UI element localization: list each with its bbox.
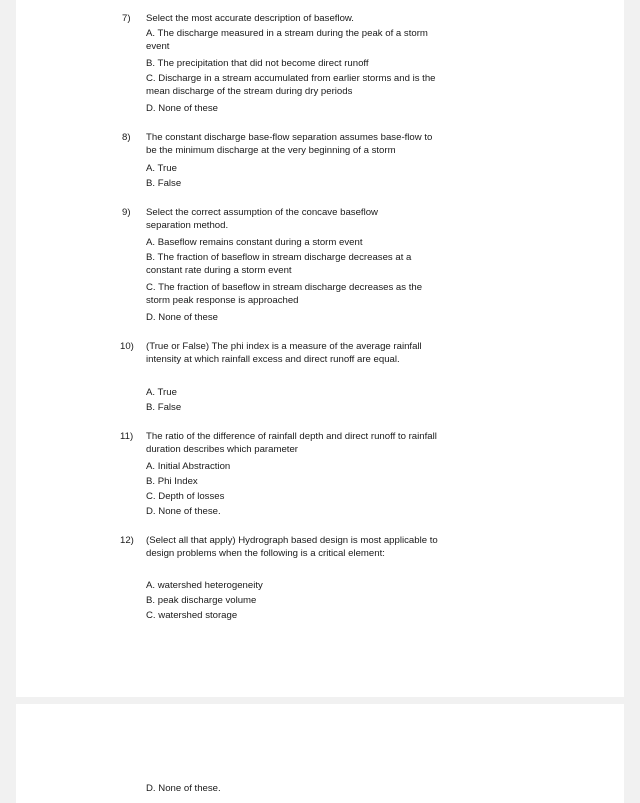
question-12-option-a[interactable]: A. watershed heterogeneity [146,580,263,591]
question-11-option-a[interactable]: A. Initial Abstraction [146,461,231,472]
question-number: 7) [122,13,131,24]
question-12-option-d[interactable]: D. None of these. [146,783,221,794]
document-page-1 [16,0,624,697]
question-number: 12) [120,535,134,546]
question-number: 9) [122,207,131,218]
question-10-option-a[interactable]: A. True [146,387,177,398]
question-12-option-b[interactable]: B. peak discharge volume [146,595,257,606]
question-text: Select the correct assumption of the concave baseflow separation method. [146,207,378,231]
question-text: (True or False) The phi index is a measure of the average rainfall intensity at which rainfall excess and direct runoff are equal. [146,341,422,365]
question-9-option-c[interactable]: C. The fraction of baseflow in stream discharge decreases as the storm peak response is approached [146,282,423,306]
question-11-option-c[interactable]: C. Depth of losses [146,491,225,502]
question-text: The constant discharge base-flow separation assumes base-flow to be the minimum discharge at the very beginning of a storm [146,132,433,156]
question-9-option-a[interactable]: A. Baseflow remains constant during a storm event [146,237,363,248]
question-11-option-b[interactable]: B. Phi Index [146,476,198,487]
question-number: 11) [120,431,134,442]
question-9-option-b[interactable]: B. The fraction of baseflow in stream discharge decreases at a constant rate during a storm event [146,252,412,276]
document-page-2 [16,704,624,803]
question-text: Select the most accurate description of baseflow. [146,13,354,24]
question-9-option-d[interactable]: D. None of these [146,312,218,323]
question-7-option-c[interactable]: C. Discharge in a stream accumulated from earlier storms and is the mean discharge of the stream during dry periods [146,73,436,97]
question-8-option-a[interactable]: A. True [146,163,177,174]
question-7-option-a[interactable]: A. The discharge measured in a stream during the peak of a storm event [146,28,428,52]
question-7-option-b[interactable]: B. The precipitation that did not become direct runoff [146,58,369,69]
question-7-option-d[interactable]: D. None of these [146,103,218,114]
question-text: (Select all that apply) Hydrograph based design is most applicable to design problems when the following is a critical element: [146,535,438,559]
question-text: The ratio of the difference of rainfall depth and direct runoff to rainfall duration describes which parameter [146,431,437,455]
question-10-option-b[interactable]: B. False [146,402,182,413]
question-12-option-c[interactable]: C. watershed storage [146,610,238,621]
question-11-option-d[interactable]: D. None of these. [146,506,221,517]
question-number: 10) [120,341,134,352]
question-8-option-b[interactable]: B. False [146,178,182,189]
question-number: 8) [122,132,131,143]
